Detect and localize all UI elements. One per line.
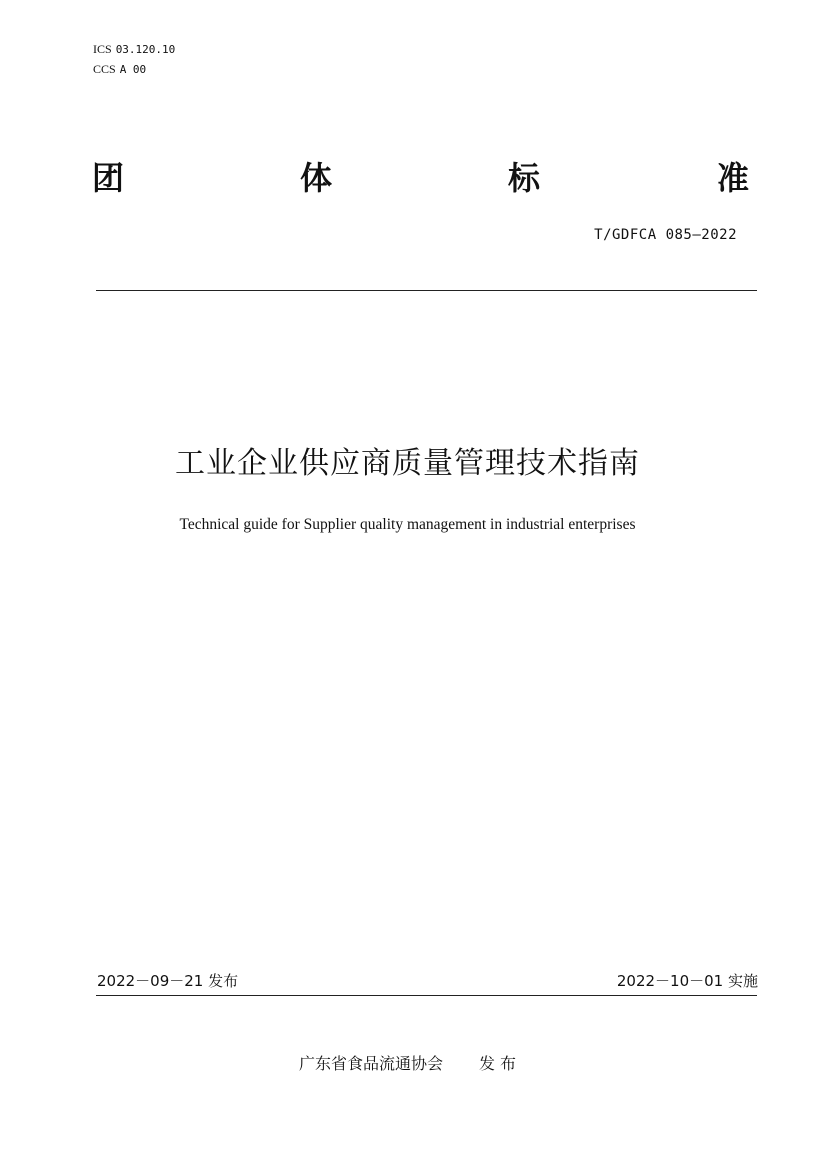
publisher-action: 发 布 (478, 1054, 517, 1073)
standard-type-char-1: 团 (92, 159, 125, 197)
ccs-label: CCS (93, 62, 116, 76)
standard-number: T/GDFCA 085—2022 (594, 227, 737, 243)
standard-type-char-2: 体 (300, 159, 333, 197)
ics-label: ICS (93, 42, 112, 56)
document-title-en: Technical guide for Supplier quality management in industrial enterprises (179, 516, 636, 533)
ccs-code (93, 62, 146, 77)
footer-divider (96, 995, 757, 996)
publisher-name: 广东省食品流通协会 (298, 1054, 443, 1073)
ccs-value: A 00 (119, 63, 147, 76)
ics-value: 03.120.10 (115, 43, 176, 56)
document-title-cn: 工业企业供应商质量管理技术指南 (175, 446, 640, 481)
implementation-date: 2022－10－01 实施 (616, 972, 758, 990)
standard-type-char-4: 准 (717, 159, 750, 197)
publisher-line (0, 1053, 815, 1075)
standard-type-char-3: 标 (508, 159, 541, 197)
header-divider (96, 290, 757, 291)
ics-code (93, 42, 175, 57)
release-date: 2022－09－21 发布 (97, 972, 239, 990)
